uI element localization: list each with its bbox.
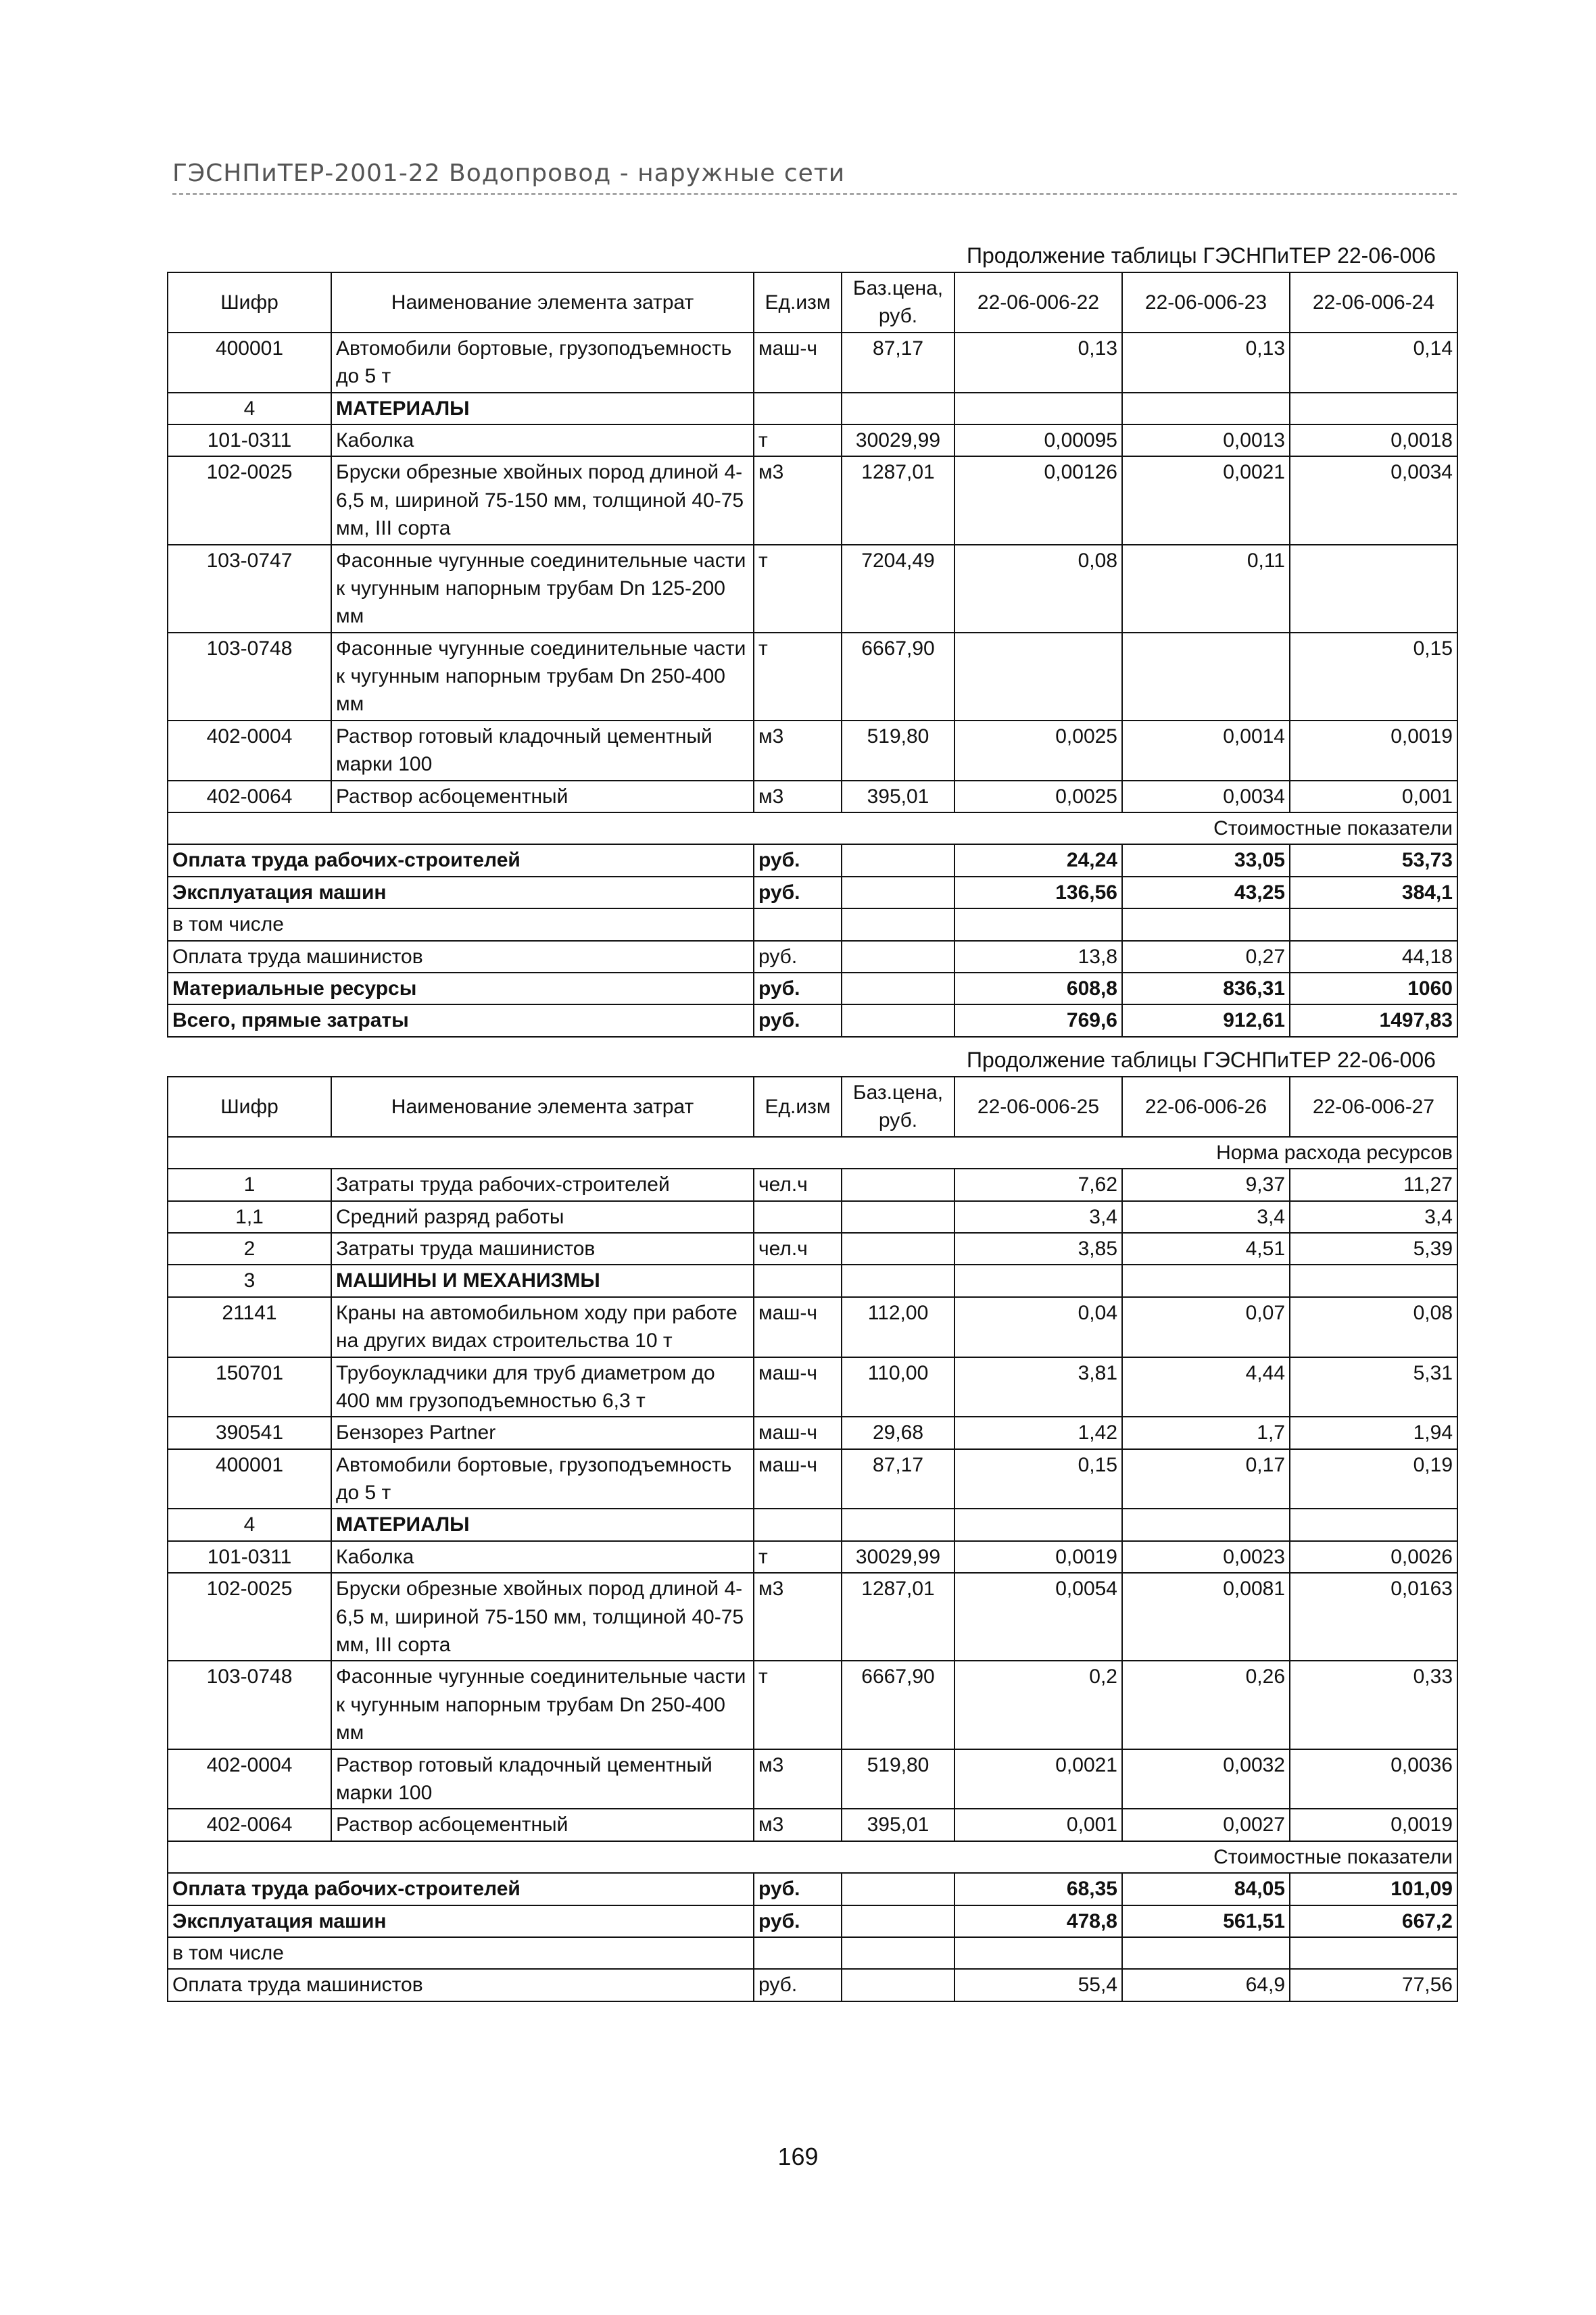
value-cell: 0,08 xyxy=(1290,1297,1457,1357)
header-row xyxy=(168,272,1457,333)
value-cell xyxy=(1290,1265,1457,1296)
name-cell: Бензорез Partner xyxy=(331,1417,754,1448)
price-cell: 1287,01 xyxy=(842,1573,954,1661)
cost-name-cell: Эксплуатация машин xyxy=(168,877,754,908)
code-cell: 103-0748 xyxy=(168,1661,331,1749)
unit-cell xyxy=(754,908,842,940)
price-cell xyxy=(842,1937,954,1969)
column-header: 22-06-006-23 xyxy=(1122,272,1290,333)
value-cell xyxy=(1122,908,1290,940)
value-cell xyxy=(954,1265,1122,1296)
unit-cell: руб. xyxy=(754,1969,842,2001)
code-cell: 101-0311 xyxy=(168,424,331,456)
cost-row xyxy=(168,877,1457,908)
value-cell: 0,0019 xyxy=(954,1541,1122,1573)
table2-caption: Продолжение таблицы ГЭСНПиТЕР 22-06-006 xyxy=(967,1048,1436,1072)
table-row xyxy=(168,1449,1457,1509)
table-row xyxy=(168,633,1457,721)
price-cell: 7204,49 xyxy=(842,545,954,633)
value-cell: 912,61 xyxy=(1122,1004,1290,1036)
code-cell: 21141 xyxy=(168,1297,331,1357)
unit-cell: т xyxy=(754,545,842,633)
table-row xyxy=(168,1509,1457,1540)
name-cell: Средний разряд работы xyxy=(331,1201,754,1233)
cost-row xyxy=(168,908,1457,940)
column-header: 22-06-006-26 xyxy=(1122,1077,1290,1137)
unit-cell: руб. xyxy=(754,877,842,908)
unit-cell: м3 xyxy=(754,456,842,544)
cost-name-cell: в том числе xyxy=(168,908,754,940)
column-header: Баз.цена, руб. xyxy=(842,272,954,333)
unit-cell: руб. xyxy=(754,973,842,1004)
value-cell: 0,14 xyxy=(1290,333,1457,393)
name-cell: Раствор асбоцементный xyxy=(331,781,754,812)
table-row xyxy=(168,1541,1457,1573)
value-cell: 0,0014 xyxy=(1122,721,1290,781)
price-cell xyxy=(842,393,954,424)
price-cell xyxy=(842,1509,954,1540)
code-cell: 390541 xyxy=(168,1417,331,1448)
unit-cell: т xyxy=(754,1661,842,1749)
cost-name-cell: Всего, прямые затраты xyxy=(168,1004,754,1036)
price-cell: 519,80 xyxy=(842,721,954,781)
price-cell xyxy=(842,844,954,876)
code-cell: 1,1 xyxy=(168,1201,331,1233)
code-cell: 4 xyxy=(168,1509,331,1540)
name-cell: Бруски обрезные хвойных пород длиной 4-6,5 м, шириной 75-150 мм, толщиной 40-75 мм, III сорта xyxy=(331,1573,754,1661)
price-cell xyxy=(842,1169,954,1200)
cost-name-cell: Оплата труда рабочих-строителей xyxy=(168,1873,754,1905)
price-cell xyxy=(842,877,954,908)
name-cell: Краны на автомобильном ходу при работе на других видах строительства 10 т xyxy=(331,1297,754,1357)
table-row xyxy=(168,1169,1457,1200)
value-cell: 0,00095 xyxy=(954,424,1122,456)
table-row xyxy=(168,424,1457,456)
section-row xyxy=(168,812,1457,844)
value-cell: 3,4 xyxy=(954,1201,1122,1233)
table2 xyxy=(167,1076,1458,2002)
value-cell: 0,15 xyxy=(954,1449,1122,1509)
unit-cell: маш-ч xyxy=(754,1357,842,1417)
value-cell: 0,0034 xyxy=(1122,781,1290,812)
table-row xyxy=(168,1573,1457,1661)
unit-cell: м3 xyxy=(754,721,842,781)
code-cell: 2 xyxy=(168,1233,331,1265)
price-cell xyxy=(842,941,954,973)
table-row xyxy=(168,721,1457,781)
value-cell: 77,56 xyxy=(1290,1969,1457,2001)
cost-row xyxy=(168,973,1457,1004)
code-cell: 402-0064 xyxy=(168,781,331,812)
value-cell: 4,51 xyxy=(1122,1233,1290,1265)
column-header: Ед.изм xyxy=(754,1077,842,1137)
price-cell: 30029,99 xyxy=(842,1541,954,1573)
name-cell: Затраты труда рабочих-строителей xyxy=(331,1169,754,1200)
column-header: Наименование элемента затрат xyxy=(331,272,754,333)
value-cell xyxy=(954,633,1122,721)
code-cell: 101-0311 xyxy=(168,1541,331,1573)
unit-cell: маш-ч xyxy=(754,333,842,393)
cost-row xyxy=(168,1969,1457,2001)
value-cell: 4,44 xyxy=(1122,1357,1290,1417)
value-cell: 11,27 xyxy=(1290,1169,1457,1200)
value-cell: 3,4 xyxy=(1290,1201,1457,1233)
cost-name-cell: в том числе xyxy=(168,1937,754,1969)
cost-name-cell: Оплата труда рабочих-строителей xyxy=(168,844,754,876)
cost-name-cell: Оплата труда машинистов xyxy=(168,941,754,973)
value-cell: 0,07 xyxy=(1122,1297,1290,1357)
name-cell: Каболка xyxy=(331,1541,754,1573)
value-cell: 43,25 xyxy=(1122,877,1290,908)
value-cell xyxy=(954,1937,1122,1969)
unit-cell: руб. xyxy=(754,1873,842,1905)
name-cell: Автомобили бортовые, грузоподъемность до 5 т xyxy=(331,1449,754,1509)
table-row xyxy=(168,1201,1457,1233)
cost-row xyxy=(168,941,1457,973)
value-cell: 0,04 xyxy=(954,1297,1122,1357)
value-cell: 0,0026 xyxy=(1290,1541,1457,1573)
name-cell: Раствор асбоцементный xyxy=(331,1809,754,1841)
price-cell: 395,01 xyxy=(842,781,954,812)
column-header: 22-06-006-22 xyxy=(954,272,1122,333)
name-cell: Раствор готовый кладочный цементный марки 100 xyxy=(331,1749,754,1809)
value-cell: 0,0021 xyxy=(954,1749,1122,1809)
value-cell: 84,05 xyxy=(1122,1873,1290,1905)
table-row xyxy=(168,1265,1457,1296)
value-cell: 13,8 xyxy=(954,941,1122,973)
unit-cell: м3 xyxy=(754,1809,842,1841)
unit-cell: т xyxy=(754,424,842,456)
value-cell: 1,94 xyxy=(1290,1417,1457,1448)
page-header: ГЭСНПиТЕР-2001-22 Водопровод - наружные сети xyxy=(172,160,846,187)
section-label: Стоимостные показатели xyxy=(954,1841,1457,1873)
table-row xyxy=(168,1749,1457,1809)
value-cell xyxy=(1290,1509,1457,1540)
table-row xyxy=(168,1357,1457,1417)
unit-cell xyxy=(754,1509,842,1540)
header-row xyxy=(168,1077,1457,1137)
name-cell: Автомобили бортовые, грузоподъемность до 5 т xyxy=(331,333,754,393)
value-cell: 24,24 xyxy=(954,844,1122,876)
value-cell xyxy=(1122,393,1290,424)
unit-cell: руб. xyxy=(754,1004,842,1036)
table-row xyxy=(168,1297,1457,1357)
section-row xyxy=(168,1137,1457,1169)
column-header: Ед.изм xyxy=(754,272,842,333)
unit-cell: т xyxy=(754,633,842,721)
table1 xyxy=(167,272,1458,1038)
code-cell: 103-0747 xyxy=(168,545,331,633)
value-cell: 33,05 xyxy=(1122,844,1290,876)
price-cell: 30029,99 xyxy=(842,424,954,456)
table-row xyxy=(168,456,1457,544)
table-row xyxy=(168,393,1457,424)
unit-cell: т xyxy=(754,1541,842,1573)
price-cell xyxy=(842,1873,954,1905)
price-cell xyxy=(842,1265,954,1296)
name-cell: Раствор готовый кладочный цементный марки 100 xyxy=(331,721,754,781)
unit-cell: м3 xyxy=(754,781,842,812)
code-cell: 402-0064 xyxy=(168,1809,331,1841)
cost-row xyxy=(168,844,1457,876)
price-cell: 110,00 xyxy=(842,1357,954,1417)
value-cell: 0,15 xyxy=(1290,633,1457,721)
value-cell: 0,13 xyxy=(954,333,1122,393)
name-cell: МАТЕРИАЛЫ xyxy=(331,393,754,424)
price-cell: 519,80 xyxy=(842,1749,954,1809)
section-label: Стоимостные показатели xyxy=(954,812,1457,844)
code-cell: 400001 xyxy=(168,1449,331,1509)
value-cell: 836,31 xyxy=(1122,973,1290,1004)
price-cell xyxy=(842,1905,954,1937)
value-cell: 0,0019 xyxy=(1290,721,1457,781)
table-row xyxy=(168,1417,1457,1448)
name-cell: Фасонные чугунные соединительные части к чугунным напорным трубам Dn 125-200 мм xyxy=(331,545,754,633)
value-cell: 0,0163 xyxy=(1290,1573,1457,1661)
code-cell: 1 xyxy=(168,1169,331,1200)
value-cell: 0,0019 xyxy=(1290,1809,1457,1841)
value-cell: 0,33 xyxy=(1290,1661,1457,1749)
code-cell: 402-0004 xyxy=(168,721,331,781)
value-cell: 0,0025 xyxy=(954,781,1122,812)
section-label: Норма расхода ресурсов xyxy=(954,1137,1457,1169)
value-cell xyxy=(954,908,1122,940)
value-cell: 3,85 xyxy=(954,1233,1122,1265)
code-cell: 3 xyxy=(168,1265,331,1296)
table-row xyxy=(168,545,1457,633)
value-cell: 478,8 xyxy=(954,1905,1122,1937)
name-cell: Фасонные чугунные соединительные части к чугунным напорным трубам Dn 250-400 мм xyxy=(331,633,754,721)
value-cell: 0,26 xyxy=(1122,1661,1290,1749)
value-cell: 0,2 xyxy=(954,1661,1122,1749)
value-cell: 55,4 xyxy=(954,1969,1122,2001)
price-cell: 112,00 xyxy=(842,1297,954,1357)
unit-cell: м3 xyxy=(754,1573,842,1661)
value-cell: 9,37 xyxy=(1122,1169,1290,1200)
code-cell: 103-0748 xyxy=(168,633,331,721)
table1-caption: Продолжение таблицы ГЭСНПиТЕР 22-06-006 xyxy=(967,243,1436,268)
unit-cell: м3 xyxy=(754,1749,842,1809)
cost-row xyxy=(168,1004,1457,1036)
value-cell: 0,0018 xyxy=(1290,424,1457,456)
unit-cell xyxy=(754,1265,842,1296)
code-cell: 102-0025 xyxy=(168,1573,331,1661)
code-cell: 402-0004 xyxy=(168,1749,331,1809)
value-cell: 0,00126 xyxy=(954,456,1122,544)
section-row xyxy=(168,1841,1457,1873)
value-cell: 0,11 xyxy=(1122,545,1290,633)
price-cell: 87,17 xyxy=(842,333,954,393)
value-cell xyxy=(1290,393,1457,424)
unit-cell: маш-ч xyxy=(754,1417,842,1448)
value-cell: 53,73 xyxy=(1290,844,1457,876)
value-cell: 0,0036 xyxy=(1290,1749,1457,1809)
value-cell: 0,0081 xyxy=(1122,1573,1290,1661)
value-cell xyxy=(1290,908,1457,940)
value-cell: 0,27 xyxy=(1122,941,1290,973)
value-cell: 0,001 xyxy=(1290,781,1457,812)
value-cell: 1,42 xyxy=(954,1417,1122,1448)
name-cell: Трубоукладчики для труб диаметром до 400 мм грузоподъемностью 6,3 т xyxy=(331,1357,754,1417)
value-cell: 0,001 xyxy=(954,1809,1122,1841)
column-header: 22-06-006-24 xyxy=(1290,272,1457,333)
value-cell xyxy=(954,1509,1122,1540)
column-header: 22-06-006-25 xyxy=(954,1077,1122,1137)
unit-cell: чел.ч xyxy=(754,1169,842,1200)
unit-cell xyxy=(754,1201,842,1233)
name-cell: Затраты труда машинистов xyxy=(331,1233,754,1265)
table-row xyxy=(168,333,1457,393)
section-spacer xyxy=(168,1841,954,1873)
column-header: 22-06-006-27 xyxy=(1290,1077,1457,1137)
code-cell: 102-0025 xyxy=(168,456,331,544)
value-cell: 0,0032 xyxy=(1122,1749,1290,1809)
value-cell: 0,13 xyxy=(1122,333,1290,393)
value-cell xyxy=(1122,1265,1290,1296)
value-cell: 384,1 xyxy=(1290,877,1457,908)
price-cell: 87,17 xyxy=(842,1449,954,1509)
value-cell: 64,9 xyxy=(1122,1969,1290,2001)
unit-cell xyxy=(754,393,842,424)
section-spacer xyxy=(168,1137,954,1169)
price-cell xyxy=(842,908,954,940)
value-cell: 0,0025 xyxy=(954,721,1122,781)
price-cell: 1287,01 xyxy=(842,456,954,544)
price-cell: 395,01 xyxy=(842,1809,954,1841)
value-cell: 667,2 xyxy=(1290,1905,1457,1937)
column-header: Шифр xyxy=(168,1077,331,1137)
unit-cell: маш-ч xyxy=(754,1297,842,1357)
value-cell xyxy=(1290,545,1457,633)
price-cell: 6667,90 xyxy=(842,633,954,721)
unit-cell: маш-ч xyxy=(754,1449,842,1509)
column-header: Наименование элемента затрат xyxy=(331,1077,754,1137)
unit-cell: руб. xyxy=(754,1905,842,1937)
value-cell: 7,62 xyxy=(954,1169,1122,1200)
cost-name-cell: Материальные ресурсы xyxy=(168,973,754,1004)
name-cell: Каболка xyxy=(331,424,754,456)
value-cell: 5,31 xyxy=(1290,1357,1457,1417)
value-cell xyxy=(1122,1509,1290,1540)
value-cell: 1060 xyxy=(1290,973,1457,1004)
value-cell: 769,6 xyxy=(954,1004,1122,1036)
name-cell: Фасонные чугунные соединительные части к чугунным напорным трубам Dn 250-400 мм xyxy=(331,1661,754,1749)
code-cell: 150701 xyxy=(168,1357,331,1417)
section-spacer xyxy=(168,812,954,844)
value-cell: 68,35 xyxy=(954,1873,1122,1905)
value-cell: 3,4 xyxy=(1122,1201,1290,1233)
cost-row xyxy=(168,1937,1457,1969)
value-cell: 0,0034 xyxy=(1290,456,1457,544)
page-number: 169 xyxy=(777,2143,819,2170)
value-cell: 136,56 xyxy=(954,877,1122,908)
value-cell: 5,39 xyxy=(1290,1233,1457,1265)
table-row xyxy=(168,1809,1457,1841)
value-cell: 0,17 xyxy=(1122,1449,1290,1509)
name-cell: Бруски обрезные хвойных пород длиной 4-6,5 м, шириной 75-150 мм, толщиной 40-75 мм, III сорта xyxy=(331,456,754,544)
table-row xyxy=(168,1233,1457,1265)
value-cell: 44,18 xyxy=(1290,941,1457,973)
code-cell: 4 xyxy=(168,393,331,424)
value-cell: 608,8 xyxy=(954,973,1122,1004)
value-cell: 3,81 xyxy=(954,1357,1122,1417)
value-cell: 561,51 xyxy=(1122,1905,1290,1937)
column-header: Баз.цена, руб. xyxy=(842,1077,954,1137)
price-cell xyxy=(842,1233,954,1265)
cost-name-cell: Оплата труда машинистов xyxy=(168,1969,754,2001)
price-cell: 29,68 xyxy=(842,1417,954,1448)
price-cell xyxy=(842,1004,954,1036)
value-cell: 0,0054 xyxy=(954,1573,1122,1661)
cost-name-cell: Эксплуатация машин xyxy=(168,1905,754,1937)
value-cell xyxy=(1122,1937,1290,1969)
value-cell: 1,7 xyxy=(1122,1417,1290,1448)
value-cell: 0,0023 xyxy=(1122,1541,1290,1573)
unit-cell: руб. xyxy=(754,844,842,876)
price-cell xyxy=(842,1969,954,2001)
unit-cell xyxy=(754,1937,842,1969)
value-cell: 0,19 xyxy=(1290,1449,1457,1509)
value-cell: 0,0021 xyxy=(1122,456,1290,544)
unit-cell: руб. xyxy=(754,941,842,973)
column-header: Шифр xyxy=(168,272,331,333)
cost-row xyxy=(168,1873,1457,1905)
value-cell: 101,09 xyxy=(1290,1873,1457,1905)
price-cell xyxy=(842,973,954,1004)
value-cell xyxy=(1290,1937,1457,1969)
unit-cell: чел.ч xyxy=(754,1233,842,1265)
cost-row xyxy=(168,1905,1457,1937)
name-cell: МАШИНЫ И МЕХАНИЗМЫ xyxy=(331,1265,754,1296)
value-cell xyxy=(954,393,1122,424)
price-cell xyxy=(842,1201,954,1233)
header-rule xyxy=(172,193,1457,195)
table-row xyxy=(168,781,1457,812)
code-cell: 400001 xyxy=(168,333,331,393)
value-cell: 0,0013 xyxy=(1122,424,1290,456)
value-cell: 0,0027 xyxy=(1122,1809,1290,1841)
table-row xyxy=(168,1661,1457,1749)
price-cell: 6667,90 xyxy=(842,1661,954,1749)
name-cell: МАТЕРИАЛЫ xyxy=(331,1509,754,1540)
value-cell xyxy=(1122,633,1290,721)
value-cell: 0,08 xyxy=(954,545,1122,633)
value-cell: 1497,83 xyxy=(1290,1004,1457,1036)
